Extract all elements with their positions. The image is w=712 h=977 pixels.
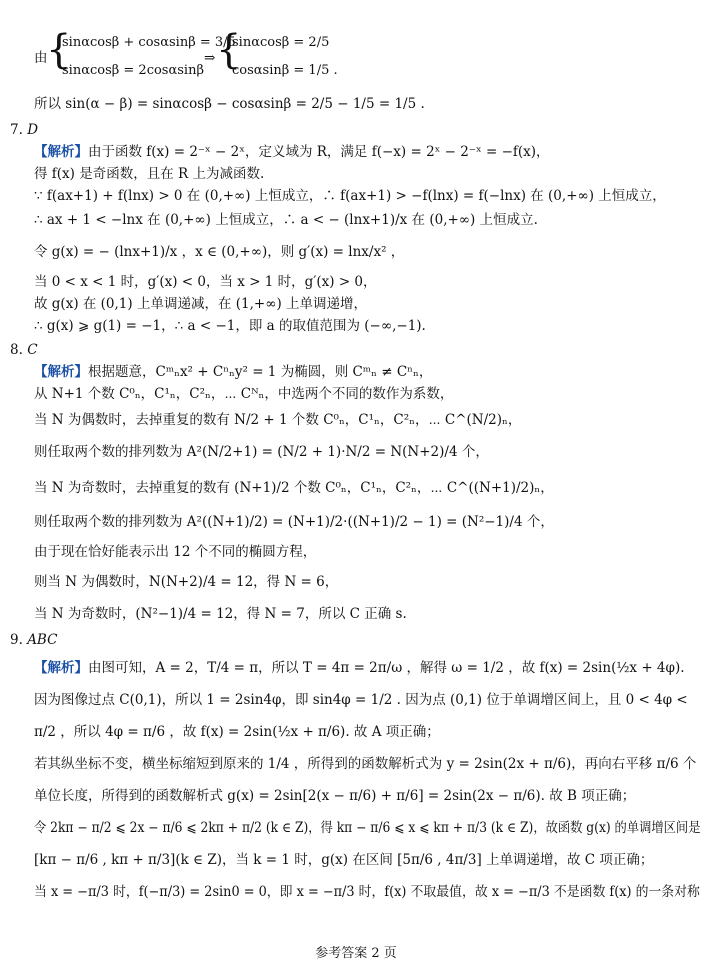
text-line: 当 x = −π/3 时，f(−π/3) = 2sin0 = 0，即 x = −π/3 时，f(x) 不取最值，故 x = −π/3 不是函数 f(x) 的一条对称 bbox=[34, 884, 700, 900]
page-footer: 参考答案 2 页 bbox=[315, 946, 397, 961]
left-brace: { bbox=[46, 27, 72, 73]
analysis-tag: 【解析】 bbox=[34, 144, 88, 160]
text-line: 因为图像过点 C(0,1)，所以 1 = 2sin4φ，即 sin4φ = 1/2 . 因为点 (0,1) 位于单调增区间上，且 0 < 4φ < bbox=[34, 692, 688, 708]
answer-letter: D bbox=[27, 122, 39, 138]
text-line: 令 2kπ − π/2 ⩽ 2x − π/6 ⩽ 2kπ + π/2 (k ∈ Z)，得 kπ − π/6 ⩽ x ⩽ kπ + π/3 (k ∈ Z)，故函数 g(x) 的单调增区间是 bbox=[34, 820, 701, 836]
implies-symbol: ⇒ bbox=[204, 50, 216, 66]
analysis-tag: 【解析】 bbox=[34, 660, 88, 676]
text-line: 则任取两个数的排列数为 A²(N/2+1) = (N/2 + 1)·N/2 = N(N+2)/4 个， bbox=[34, 444, 489, 460]
text-line: 当 N 为奇数时，(N²−1)/4 = 12，得 N = 7，所以 C 正确 s. bbox=[34, 606, 407, 622]
text-line: ∴ g(x) ⩾ g(1) = −1，∴ a < −1，即 a 的取值范围为 (−∞,−1). bbox=[34, 318, 426, 334]
problem-number: 8. C bbox=[10, 342, 38, 358]
text-line: 当 0 < x < 1 时，g′(x) < 0，当 x > 1 时，g′(x) > 0， bbox=[34, 274, 377, 290]
text-line: 【解析】由于函数 f(x) = 2⁻ˣ − 2ˣ，定义域为 R，满足 f(−x) = 2ˣ − 2⁻ˣ = −f(x)， bbox=[34, 144, 550, 160]
text-line: 则当 N 为偶数时，N(N+2)/4 = 12，得 N = 6， bbox=[34, 574, 339, 590]
problem-number: 7. D bbox=[10, 122, 39, 138]
text-line: 【解析】由图可知，A = 2，T/4 = π，所以 T = 4π = 2π/ω ，解得 ω = 1/2 ，故 f(x) = 2sin(½x + 4φ). bbox=[34, 660, 685, 676]
left-brace: { bbox=[216, 27, 242, 73]
text-line: 当 N 为偶数时，去掉重复的数有 N/2 + 1 个数 C⁰ₙ，C¹ₙ，C²ₙ，⋯ C^(N/2)ₙ， bbox=[34, 412, 522, 428]
text-line: ∴ ax + 1 < −lnx 在 (0,+∞) 上恒成立，∴ a < − (lnx+1)/x 在 (0,+∞) 上恒成立. bbox=[34, 212, 538, 228]
problem-number: 9. ABC bbox=[10, 632, 58, 648]
text-line: [kπ − π/6 , kπ + π/3](k ∈ Z)，当 k = 1 时，g(x) 在区间 [5π/6 , 4π/3] 上单调递增，故 C 项正确； bbox=[34, 852, 654, 868]
analysis-tag: 【解析】 bbox=[34, 364, 88, 380]
system-prefix: 由 bbox=[34, 50, 48, 66]
text-line: 故 g(x) 在 (0,1) 上单调递减，在 (1,+∞) 上单调递增， bbox=[34, 296, 368, 312]
equation-line: sinαcosβ = 2/5 bbox=[232, 35, 330, 50]
text-line: ∵ f(ax+1) + f(lnx) > 0 在 (0,+∞) 上恒成立，∴ f(ax+1) > −f(lnx) = f(−lnx) 在 (0,+∞) 上恒成立， bbox=[34, 188, 666, 204]
text-line: 得 f(x) 是奇函数，且在 R 上为减函数. bbox=[34, 166, 265, 182]
equation-line: sinαcosβ = 2cosαsinβ bbox=[62, 63, 204, 78]
text-line: 【解析】根据题意，Cᵐₙx² + Cⁿₙy² = 1 为椭圆，则 Cᵐₙ ≠ Cⁿₙ， bbox=[34, 364, 433, 380]
equation-line: sinαcosβ + cosαsinβ = 3/5 bbox=[62, 35, 236, 50]
text-line: 由于现在恰好能表示出 12 个不同的椭圆方程， bbox=[34, 544, 317, 560]
text-line: 从 N+1 个数 C⁰ₙ，C¹ₙ，C²ₙ，⋯ Cᴺₙ，中选两个不同的数作为系数， bbox=[34, 386, 454, 402]
text-line: 所以 sin(α − β) = sinαcosβ − cosαsinβ = 2/5 − 1/5 = 1/5 . bbox=[34, 96, 425, 112]
text-line: 单位长度，所得到的函数解析式 g(x) = 2sin[2(x − π/6) + π/6] = 2sin(2x − π/6). 故 B 项正确； bbox=[34, 788, 636, 804]
text-line: 则任取两个数的排列数为 A²((N+1)/2) = (N+1)/2·((N+1)/2 − 1) = (N²−1)/4 个， bbox=[34, 514, 554, 530]
equation-line: cosαsinβ = 1/5 . bbox=[232, 63, 338, 78]
text-line: 若其纵坐标不变，横坐标缩短到原来的 1/4 ，所得到的函数解析式为 y = 2sin(2x + π/6)，再向右平移 π/6 个 bbox=[34, 756, 697, 772]
text-line: 令 g(x) = − (lnx+1)/x ，x ∈ (0,+∞)，则 g′(x) = lnx/x² ， bbox=[34, 244, 405, 260]
text-line: π/2 ，所以 4φ = π/6 ，故 f(x) = 2sin(½x + π/6). 故 A 项正确； bbox=[34, 724, 440, 740]
text-line: 当 N 为奇数时，去掉重复的数有 (N+1)/2 个数 C⁰ₙ，C¹ₙ，C²ₙ，⋯ C^((N+1)/2)ₙ， bbox=[34, 480, 554, 496]
answer-letter: ABC bbox=[27, 632, 58, 648]
answer-letter: C bbox=[27, 342, 38, 358]
